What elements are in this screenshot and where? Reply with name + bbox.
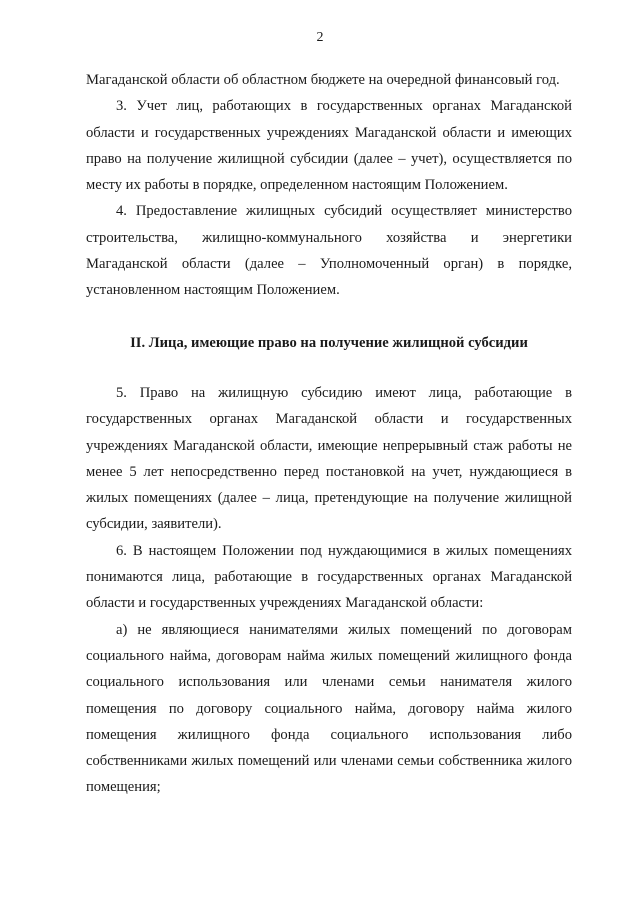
paragraph-6: 6. В настоящем Положении под нуждающимися в жилых помещениях понимаются лица, работающие в государственных органах Магаданской области и государственных учреждениях Магаданской области: — [86, 542, 572, 612]
document-body — [86, 67, 572, 801]
paragraph-6a: а) не являющиеся нанимателями жилых помещений по договорам социального найма, договорам найма жилых помещений жилищного фонда социального использования или членами семьи нанимателя жилого помещения по договору социального найма, договору найма жилого помещения жилищного фонда социального использования либо собственниками жилых помещений или членами семьи собственника жилого помещения; — [86, 621, 572, 796]
page-number: 2 — [316, 30, 324, 45]
paragraph-4: 4. Предоставление жилищных субсидий осуществляет министерство строительства, жилищно-коммунального хозяйства и энергетики Магаданской области (далее – Уполномоченный орган) в порядке, установленном настоящим Положением. — [86, 203, 572, 299]
paragraph-3: 3. Учет лиц, работающих в государственных органах Магаданской области и государственных учреждениях Магаданской области и имеющих право на получение жилищной субсидии (далее – учет), осуществляется по месту их работы в порядке, определенном настоящим Положением. — [86, 98, 572, 194]
paragraph-continuation: Магаданской области об областном бюджете на очередной финансовый год. — [86, 72, 560, 88]
section-heading: II. Лица, имеющие право на получение жилищной субсидии — [130, 334, 528, 351]
paragraph-5: 5. Право на жилищную субсидию имеют лица, работающие в государственных органах Магаданской области и государственных учреждениях Магаданской области, имеющие непрерывный стаж работы не менее 5 лет непосредственно перед постановкой на учет, нуждающиеся в жилых помещениях (далее – лица, претендующие на получение жилищной субсидии, заявители). — [86, 384, 572, 533]
